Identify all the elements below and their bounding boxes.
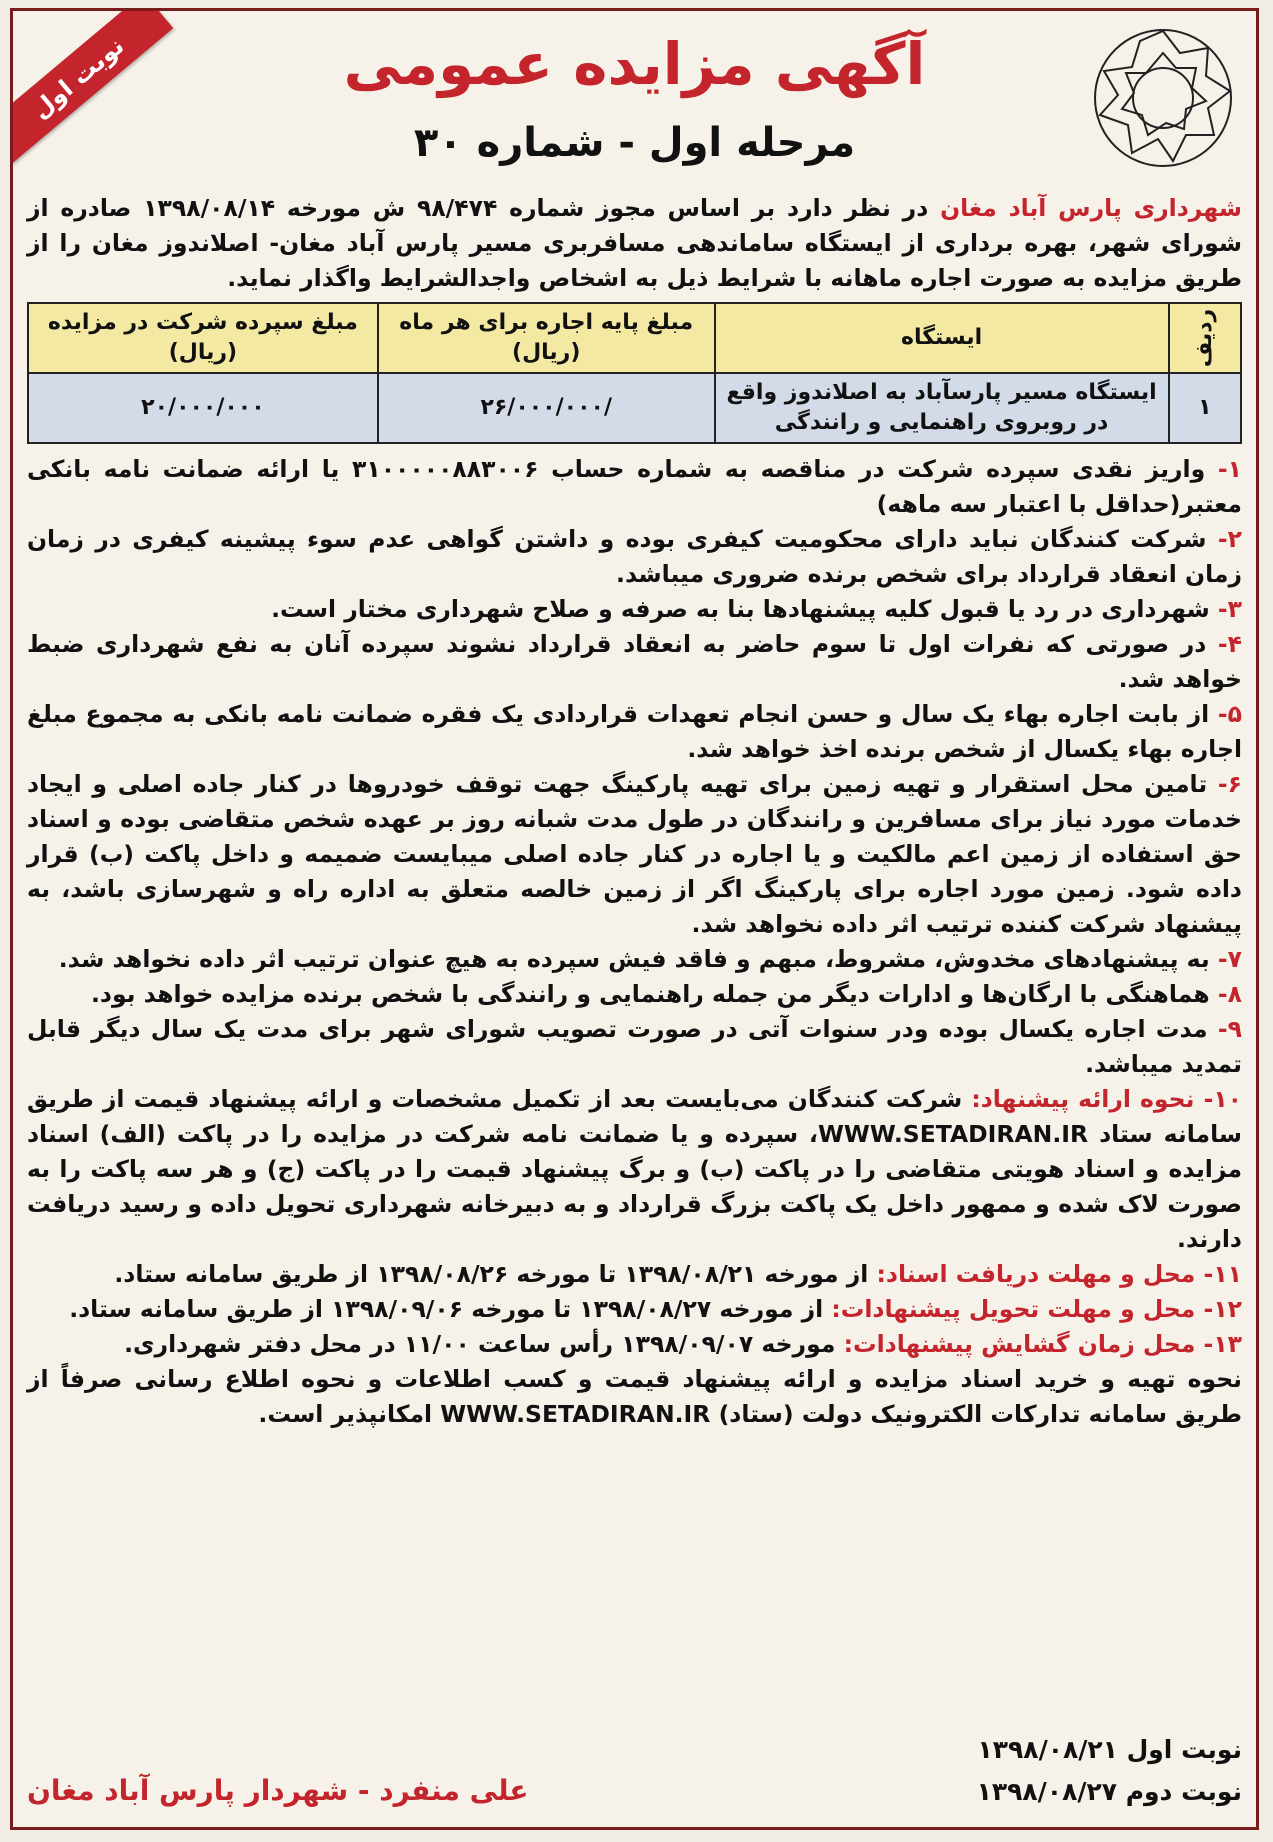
table-cell-row: ۱ [1169, 373, 1241, 443]
table-header-base-rent: مبلغ پایه اجاره برای هر ماه (ریال) [378, 303, 715, 373]
mayor-signature: علی منفرد - شهردار پارس آباد مغان [27, 1774, 529, 1807]
table-header-deposit: مبلغ سپرده شرکت در مزایده (ریال) [28, 303, 378, 373]
conditions-list [27, 452, 1242, 1362]
clause-3: ۳- شهرداری در رد یا قبول کلیه پیشنهادها بنا به صرفه و صلاح شهرداری مختار است. [271, 595, 1242, 623]
notice-title: آگهی مزایده عمومی [343, 30, 926, 98]
clause-1: ۱- واریز نقدی سپرده شرکت در مناقصه به شماره حساب ۳۱۰۰۰۰۰۸۸۳۰۰۶ یا ارائه ضمانت نامه بانکی معتبر(حداقل با اعتبار سه ماهه) [27, 455, 1242, 518]
clause-7: ۷- به پیشنهادهای مخدوش، مشروط، مبهم و فاقد فیش سپرده به هیچ عنوان ترتیب اثر داده نخواهد شد. [58, 945, 1242, 973]
notice-footer [27, 1713, 1242, 1813]
notice-subtitle: مرحله اول - شماره ۳۰ [413, 120, 856, 166]
table-cell-base-rent: /۲۶/۰۰۰/۰۰۰ [378, 373, 715, 443]
table-header-row: ردیف [1169, 303, 1241, 373]
clause-5: ۵- از بابت اجاره بهاء یک سال و حسن انجام تعهدات قراردادی یک فقره ضمانت نامه بانکی به مجموع مبلغ اجاره بهاء یکسال از شخص برنده اخذ خواهد شد. [27, 700, 1242, 763]
second-publication-date: نوبت دوم ۱۳۹۸/۰۸/۲۷ [976, 1777, 1242, 1806]
table-row [28, 373, 1241, 443]
notice-body [27, 191, 1242, 1432]
clause-11: ۱۱- محل و مهلت دریافت اسناد: از مورخه ۱۳۹۸/۰۸/۲۱ تا مورخه ۱۳۹۸/۰۸/۲۶ از طریق سامانه ستاد. [114, 1260, 1242, 1288]
clause-2: ۲- شرکت کنندگان نباید دارای محکومیت کیفری بوده و داشتن گواهی عدم سوء پیشینه کیفری در زمان زمان انعقاد قرارداد برای شخص برنده ضروری میباشد. [27, 525, 1242, 588]
clause-13: ۱۳- محل زمان گشایش پیشنهادات: مورخه ۱۳۹۸/۰۹/۰۷ رأس ساعت ۱۱/۰۰ در محل دفتر شهرداری. [124, 1330, 1242, 1358]
clause-6: ۶- تامین محل استقرار و تهیه زمین برای تهیه پارکینگ جهت توقف خودروها در کنار جاده اصلی و ایجاد خدمات مورد نیاز برای مسافرین و رانندگان در طول مدت شبانه روز بر عهده شخص متقاضی بوده و اسناد حق استفاده از زمین اعم مالکیت و یا اجاره در کنار جاده اصلی میبایست ضمیمه و داخل پاکت (ب) قرار داده شود. زمین مورد اجاره برای پارکینگ اگر از زمین خالصه متعلق به اداره راه و شهرسازی باشد، به پیشنهاد شرکت کننده ترتیب اثر داده نخواهد شد. [27, 770, 1242, 938]
auction-table [27, 302, 1242, 444]
intro-text: در نظر دارد بر اساس مجوز شماره ۹۸/۴۷۴ ش مورخه ۱۳۹۸/۰۸/۱۴ صادره از شورای شهر، بهره برداری از ایستگاه ساماندهی مسافربری مسیر پارس آباد مغان- اصلاندوز مغان را از طریق مزایده به صورت اجاره ماهانه با شرایط ذیل به اشخاص واجدالشرایط واگذار نماید. [27, 194, 1242, 292]
auction-notice [10, 8, 1259, 1830]
table-cell-station: ایستگاه مسیر پارسآباد به اصلاندوز واقع در روبروی راهنمایی و رانندگی [715, 373, 1169, 443]
table-header-station: ایستگاه [715, 303, 1169, 373]
intro-paragraph [27, 191, 1242, 296]
clause-4: ۴- در صورتی که نفرات اول تا سوم حاضر به انعقاد قرارداد نشوند سپرده آنان به نفع شهرداری ضبط خواهد شد. [27, 630, 1242, 693]
municipality-name: شهرداری پارس آباد مغان [940, 194, 1243, 222]
clause-8: ۸- هماهنگی با ارگان‌ها و ادارات دیگر من جمله راهنمایی و رانندگی با شخص برنده مزایده خواهد بود. [90, 980, 1242, 1008]
closing-paragraph: نحوه تهیه و خرید اسناد مزایده و ارائه پیشنهاد قیمت و کسب اطلاعات و نحوه اطلاع رسانی صرفاً از طریق سامانه تدارکات الکترونیک دولت (ستاد) WWW.SETADIRAN.IR امکانپذیر است. [27, 1365, 1242, 1428]
table-cell-deposit: ۲۰/۰۰۰/۰۰۰ [28, 373, 378, 443]
publication-dates [977, 1729, 1242, 1813]
clause-9: ۹- مدت اجاره یکسال بوده ودر سنوات آتی در صورت تصویب شورای شهر برای مدت یک سال دیگر قابل تمدید میباشد. [27, 1015, 1242, 1078]
first-publication-badge: نوبت اول [10, 8, 173, 163]
first-publication-date: نوبت اول ۱۳۹۸/۰۸/۲۱ [977, 1735, 1242, 1764]
clause-12: ۱۲- محل و مهلت تحویل پیشنهادات: از مورخه ۱۳۹۸/۰۸/۲۷ تا مورخه ۱۳۹۸/۰۹/۰۶ از طریق سامانه ستاد. [69, 1295, 1242, 1323]
clause-10: ۱۰- نحوه ارائه پیشنهاد: شرکت کنندگان می‌بایست بعد از تکمیل مشخصات و ارائه پیشنهاد قیمت از طریق سامانه ستاد WWW.SETADIRAN.IR، سپرده و یا ضمانت نامه شرکت در مزایده را در پاکت (الف) اسناد مزایده و اسناد هویتی متقاضی را در پاکت (ب) و برگ پیشنهاد قیمت را در پاکت (ج) و هر سه پاکت را به صورت لاک شده و ممهور داخل یک پاکت بزرگ قرارداد و به دبیرخانه شهرداری تحویل داده و رسید دریافت دارند. [27, 1085, 1243, 1253]
